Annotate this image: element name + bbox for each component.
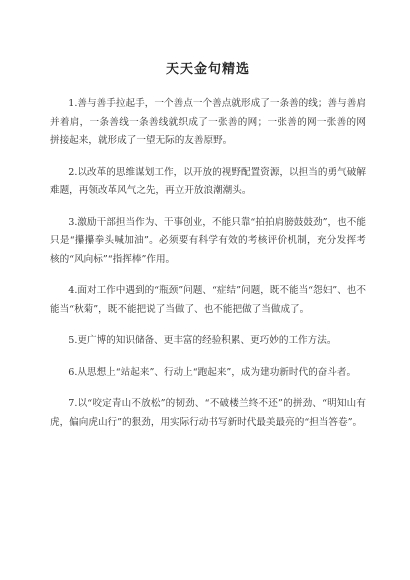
page-title: 天天金句精选 — [165, 62, 250, 77]
list-item: 6.从思想上“站起来”、行动上“跑起来”，成为建功新时代的奋斗者。 — [68, 366, 357, 378]
list-item: 1.善与善手拉起手，一个善点一个善点就形成了一条善的线；善与善肩并着肩，一条善线一条善线就织成了一张善的网；一张善的网一张善的网拼接起来，就形成了一望无际的友善原野。 — [50, 98, 366, 146]
list-item: 4.面对工作中遇到的“瓶颈”问题、“症结”问题，既不能当“怨妇”、也不能当“秋菊”，既不能把说了当做了、也不能把做了当做成了。 — [50, 285, 366, 315]
list-item: 5.更广博的知识储备、更丰富的经验积累、更巧妙的工作方法。 — [68, 335, 337, 346]
list-item: 2.以改革的思维谋划工作，以开放的视野配置资源，以担当的勇气破解难题，再领改革风气之先，再立开放浪潮潮头。 — [50, 166, 366, 196]
list-item: 7.以“咬定青山不放松”的韧劲、“不破楼兰终不还”的拼劲、“明知山有虎，偏向虎山行”的狠劲，用实际行动书写新时代最美最亮的“担当答卷”。 — [50, 398, 366, 428]
list-item: 3.激励干部担当作为、干事创业，不能只靠“拍拍肩膀鼓鼓劲”，也不能只是“攥攥拳头喊加油”。必须要有科学有效的考核评价机制，充分发挥考核的“风向标”“指挥棒”作用。 — [50, 216, 366, 265]
